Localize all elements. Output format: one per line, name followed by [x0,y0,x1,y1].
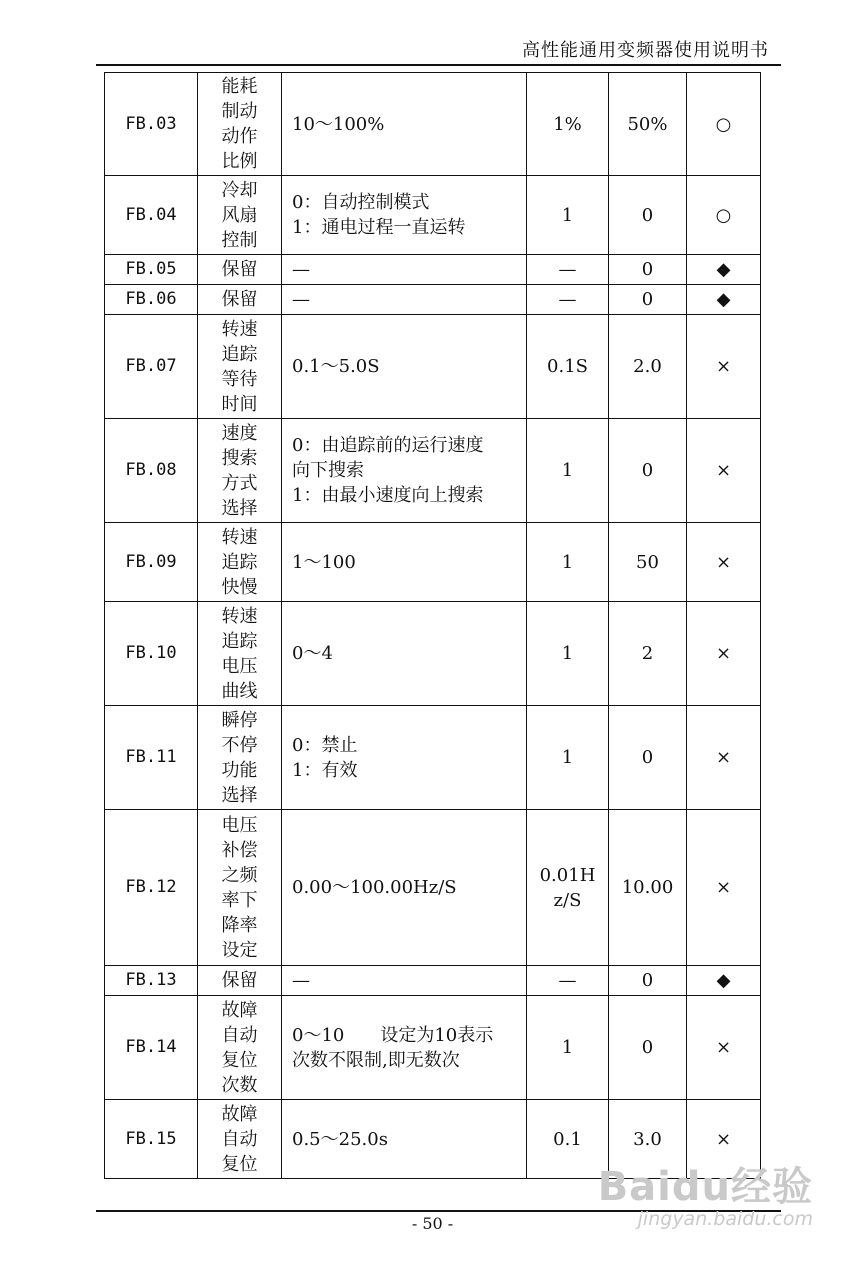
param-code: FB.04 [105,176,198,255]
table-row [105,523,761,602]
param-name: 转速 追踪 电压 曲线 [198,602,282,706]
param-range: — [282,285,527,315]
param-attribute: × [687,523,761,602]
param-default: 0 [609,996,687,1100]
param-default: 2.0 [609,315,687,419]
param-attribute: × [687,996,761,1100]
param-unit: 1% [527,73,609,176]
param-range: 0：自动控制模式 1：通电过程一直运转 [282,176,527,255]
table-row [105,315,761,419]
param-attribute: × [687,315,761,419]
param-default: 3.0 [609,1100,687,1179]
table-row [105,73,761,176]
param-unit: 1 [527,523,609,602]
param-name: 保留 [198,966,282,996]
param-attribute: ○ [687,176,761,255]
param-default: 0 [609,419,687,523]
param-code: FB.12 [105,810,198,966]
param-code: FB.05 [105,255,198,285]
param-default: 0 [609,706,687,810]
param-unit: 0.1 [527,1100,609,1179]
param-unit: 0.1S [527,315,609,419]
param-range: 0：由追踪前的运行速度 向下搜索 1：由最小速度向上搜索 [282,419,527,523]
header-title: 高性能通用变频器使用说明书 [522,40,769,61]
watermark-url: jingyan.baidu.com [637,1208,813,1230]
param-range: 0：禁止 1：有效 [282,706,527,810]
param-default: 0 [609,176,687,255]
table-row [105,419,761,523]
table-row [105,602,761,706]
table-row [105,255,761,285]
param-code: FB.11 [105,706,198,810]
param-name: 转速 追踪 快慢 [198,523,282,602]
param-attribute: ◆ [687,966,761,996]
param-attribute: ◆ [687,255,761,285]
param-default: 2 [609,602,687,706]
param-name: 冷却 风扇 控制 [198,176,282,255]
param-name: 转速 追踪 等待 时间 [198,315,282,419]
table-row [105,285,761,315]
param-unit: 1 [527,419,609,523]
param-default: 10.00 [609,810,687,966]
param-code: FB.13 [105,966,198,996]
param-name: 电压 补偿 之频 率下 降率 设定 [198,810,282,966]
param-name: 瞬停 不停 功能 选择 [198,706,282,810]
param-code: FB.03 [105,73,198,176]
param-range: 0～4 [282,602,527,706]
param-attribute: × [687,706,761,810]
param-code: FB.07 [105,315,198,419]
param-attribute: ○ [687,73,761,176]
param-range: 0.1～5.0S [282,315,527,419]
param-name: 保留 [198,285,282,315]
param-name: 能耗 制动 动作 比例 [198,73,282,176]
param-range: 10～100% [282,73,527,176]
table-row [105,176,761,255]
param-code: FB.10 [105,602,198,706]
param-name: 故障 自动 复位 次数 [198,996,282,1100]
baidu-jingyan-watermark [598,1155,813,1230]
param-unit: 1 [527,602,609,706]
param-range: 0～10 设定为10表示 次数不限制,即无数次 [282,996,527,1100]
param-attribute: × [687,1100,761,1179]
param-unit: 1 [527,996,609,1100]
table-row [105,706,761,810]
table-row [105,996,761,1100]
param-unit: 1 [527,176,609,255]
param-unit: — [527,255,609,285]
watermark-logo: Baidu经验 [597,1164,813,1210]
header-rule [96,64,781,66]
param-attribute: × [687,419,761,523]
param-code: FB.15 [105,1100,198,1179]
param-code: FB.08 [105,419,198,523]
param-attribute: × [687,810,761,966]
param-default: 50 [609,523,687,602]
param-range: — [282,255,527,285]
param-code: FB.09 [105,523,198,602]
param-range: 0.00～100.00Hz/S [282,810,527,966]
param-default: 50% [609,73,687,176]
param-default: 0 [609,285,687,315]
param-unit: — [527,285,609,315]
param-name: 速度 搜索 方式 选择 [198,419,282,523]
param-unit: 1 [527,706,609,810]
param-default: 0 [609,255,687,285]
param-range: — [282,966,527,996]
param-name: 保留 [198,255,282,285]
param-name: 故障 自动 复位 [198,1100,282,1179]
param-unit: 0.01H z/S [527,810,609,966]
table-row [105,810,761,966]
param-unit: — [527,966,609,996]
param-attribute: × [687,602,761,706]
param-attribute: ◆ [687,285,761,315]
param-code: FB.06 [105,285,198,315]
param-range: 0.5～25.0s [282,1100,527,1179]
parameter-table-body [105,73,761,1179]
parameter-table [104,72,761,1179]
param-default: 0 [609,966,687,996]
table-row [105,966,761,996]
page-number: - 50 - [411,1214,454,1233]
param-range: 1～100 [282,523,527,602]
param-code: FB.14 [105,996,198,1100]
